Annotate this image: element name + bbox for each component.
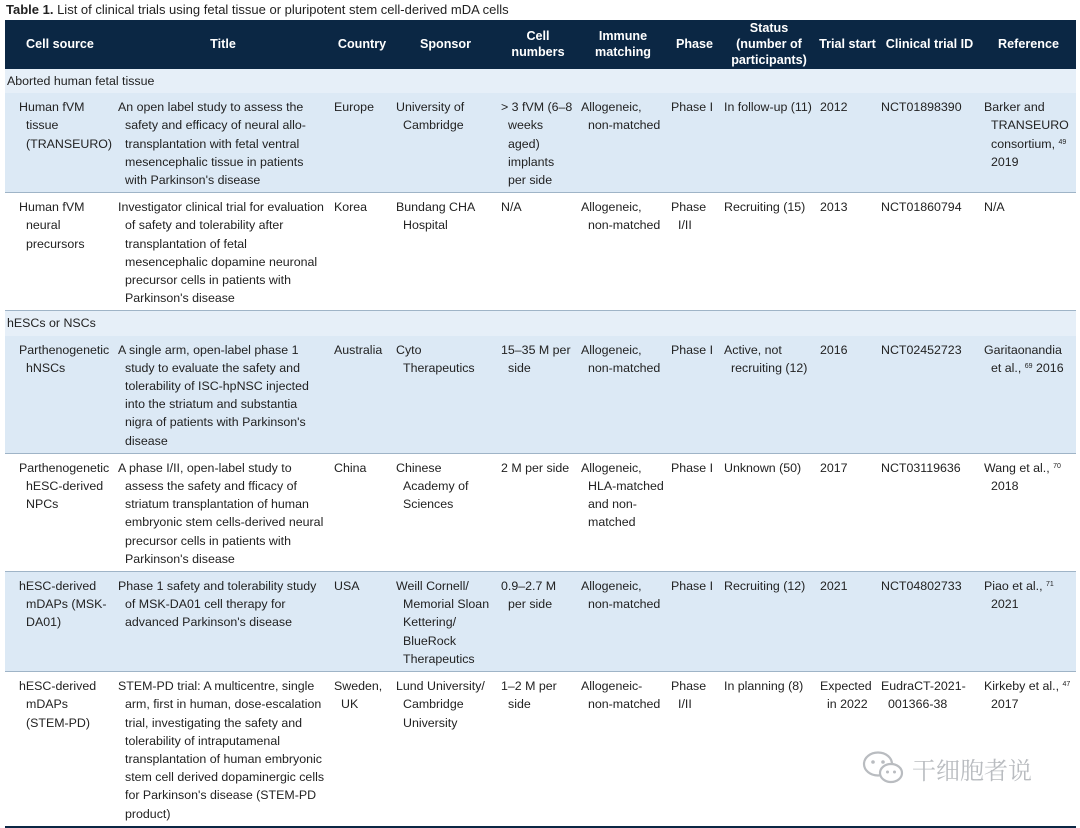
cell-title-text: A single arm, open-label phase 1 study to evaluate the safety and tolerability of ISC-hpNSC injected into the striatum and substantia nigra of patients with Parkinson's disease: [118, 342, 309, 448]
cell-phase-text: Phase I: [671, 579, 714, 594]
cell-country-text: China: [334, 460, 367, 475]
cell-status: [721, 572, 817, 672]
cell-trial-id-text: NCT02452723: [881, 342, 962, 357]
cell-country: [331, 572, 393, 672]
cell-status: [721, 672, 817, 827]
cell-cell-numbers: [498, 93, 578, 193]
header-country: Country: [331, 20, 393, 69]
cell-trial-start-text: 2016: [820, 342, 848, 357]
cell-trial-start-text: Expected in 2022: [820, 679, 872, 712]
cell-phase: [668, 93, 721, 193]
table-row: [5, 93, 1076, 193]
section-label: Aborted human fetal tissue: [7, 74, 155, 88]
cell-phase: [668, 572, 721, 672]
cell-country-text: Australia: [334, 342, 383, 357]
cell-trial-start: [817, 93, 878, 193]
cell-title: [115, 453, 331, 571]
table-row: [5, 572, 1076, 672]
cell-country: [331, 193, 393, 311]
cell-title-text: Phase 1 safety and tolerability study of MSK-DA01 cell therapy for advanced Parkinson's disease: [118, 579, 317, 630]
section-label: hESCs or NSCs: [7, 316, 96, 331]
cell-trial-id: [878, 93, 981, 193]
header-reference: Reference: [981, 20, 1076, 69]
cell-cell-source-text: Human fVM tissue (TRANSEURO): [19, 100, 113, 151]
reference-year: 2021: [991, 597, 1019, 612]
cell-phase: [668, 453, 721, 571]
cell-country: [331, 453, 393, 571]
table-caption-text: List of clinical trials using fetal tissue or pluripotent stem cell-derived mDA cells: [57, 2, 509, 17]
table-caption-label: Table 1.: [6, 2, 54, 17]
cell-immune-matching-text: Allogeneic- non-matched: [581, 679, 661, 712]
cell-immune-matching-text: Allogeneic, non-matched: [581, 342, 661, 375]
cell-sponsor-text: Weill Cornell/ Memorial Sloan Kettering/ BlueRock Therapeutics: [396, 579, 490, 666]
cell-phase-text: Phase I/II: [671, 200, 707, 233]
cell-status-text: Recruiting (15): [724, 200, 806, 215]
cell-cell-numbers: [498, 672, 578, 827]
reference-citation: 69: [1024, 362, 1033, 370]
cell-trial-start: [817, 193, 878, 311]
cell-country-text: Europe: [334, 100, 374, 115]
cell-cell-numbers: [498, 453, 578, 571]
cell-title-text: A phase I/II, open-label study to assess the safety and fficacy of striatum transplantation of human embryonic stem cells-derived neural precursor cells in patients with Parkinson's disease: [118, 460, 324, 566]
cell-phase-text: Phase I: [671, 342, 714, 357]
reference-authors: Garitaonandia et al.,: [984, 342, 1062, 375]
watermark-text: 干细胞者说: [912, 757, 1032, 785]
cell-cell-numbers-text: N/A: [501, 200, 522, 215]
section-row: [5, 311, 1076, 336]
reference-year: 2016: [1036, 360, 1064, 375]
reference-authors: Piao et al.,: [984, 579, 1043, 594]
cell-cell-source-text: Parthenogenetic hESC-derived NPCs: [19, 460, 110, 512]
cell-reference-text: [984, 677, 1073, 713]
reference-citation: 70: [1053, 462, 1061, 470]
reference-authors: Wang et al.,: [984, 460, 1050, 475]
table-caption: [6, 1, 509, 19]
cell-phase-text: Phase I: [671, 460, 714, 475]
cell-sponsor: [393, 672, 498, 827]
header-phase: Phase: [668, 20, 721, 69]
cell-country-text: Korea: [334, 200, 368, 215]
cell-trial-id-text: NCT04802733: [881, 579, 962, 594]
cell-immune-matching-text: Allogeneic, non-matched: [581, 579, 661, 612]
cell-country: [331, 672, 393, 827]
cell-immune-matching: [578, 193, 668, 311]
cell-reference: [981, 572, 1076, 672]
cell-country: [331, 93, 393, 193]
table-body: [5, 69, 1076, 827]
reference-citation: 71: [1046, 581, 1054, 589]
cell-sponsor: [393, 93, 498, 193]
cell-country: [331, 336, 393, 454]
section-row: [5, 69, 1076, 94]
cell-sponsor-text: Lund University/ Cambridge University: [396, 679, 485, 730]
cell-cell-source: [5, 672, 115, 827]
cell-trial-id-text: NCT01898390: [881, 100, 962, 115]
table-header-row: [5, 20, 1076, 69]
reference-citation: 49: [1058, 138, 1067, 146]
cell-immune-matching-text: Allogeneic, non-matched: [581, 200, 661, 233]
cell-cell-source-text: hESC-derived mDAPs (MSK-DA01): [19, 579, 107, 630]
cell-cell-numbers: [498, 336, 578, 454]
cell-phase: [668, 336, 721, 454]
cell-sponsor-text: Bundang CHA Hospital: [396, 200, 475, 233]
cell-trial-id-text: NCT01860794: [881, 200, 962, 215]
cell-reference-text: [984, 198, 1073, 216]
reference-authors: Barker and TRANSEURO consortium,: [984, 100, 1069, 151]
cell-reference: [981, 93, 1076, 193]
cell-cell-source-text: Parthenogenetic hNSCs: [19, 342, 110, 375]
cell-cell-numbers-text: 0.9–2.7 M per side: [501, 579, 557, 612]
reference-year: 2018: [991, 479, 1019, 494]
cell-cell-source: [5, 336, 115, 454]
cell-sponsor: [393, 193, 498, 311]
cell-title-text: An open label study to assess the safety and efficacy of neural allo-transplantation with fetal ventral mesencephalic tissue in patients with Parkinson's disease: [118, 100, 306, 188]
header-status: Status (number of participants): [721, 20, 817, 69]
cell-cell-source: [5, 453, 115, 571]
cell-reference: [981, 193, 1076, 311]
cell-immune-matching: [578, 336, 668, 454]
cell-immune-matching: [578, 572, 668, 672]
cell-cell-source: [5, 193, 115, 311]
cell-title: [115, 193, 331, 311]
cell-trial-id: [878, 572, 981, 672]
cell-sponsor-text: Chinese Academy of Sciences: [396, 460, 469, 512]
cell-trial-id: [878, 336, 981, 454]
cell-status-text: In planning (8): [724, 679, 804, 694]
reference-citation: 47: [1062, 681, 1071, 689]
cell-trial-start-text: 2017: [820, 460, 848, 475]
cell-phase: [668, 672, 721, 827]
table-row: [5, 336, 1076, 454]
cell-trial-start-text: 2012: [820, 100, 848, 115]
cell-status-text: Unknown (50): [724, 460, 802, 475]
reference-authors: Kirkeby et al.,: [984, 679, 1060, 694]
cell-status: [721, 453, 817, 571]
cell-phase: [668, 193, 721, 311]
cell-status: [721, 336, 817, 454]
cell-immune-matching: [578, 672, 668, 827]
cell-status: [721, 93, 817, 193]
cell-cell-source: [5, 93, 115, 193]
cell-title: [115, 93, 331, 193]
cell-trial-id-text: NCT03119636: [881, 460, 961, 475]
cell-phase-text: Phase I: [671, 100, 714, 115]
cell-trial-id: [878, 453, 981, 571]
header-trial-start: Trial start: [817, 20, 878, 69]
cell-immune-matching-text: Allogeneic, HLA-matched and non-matched: [581, 460, 664, 530]
cell-cell-source-text: hESC-derived mDAPs (STEM-PD): [19, 679, 97, 730]
cell-cell-numbers: [498, 572, 578, 672]
table-row: [5, 453, 1076, 571]
cell-reference: [981, 336, 1076, 454]
cell-sponsor: [393, 572, 498, 672]
cell-reference-text: [984, 577, 1073, 613]
header-cell-source: Cell source: [5, 20, 115, 69]
cell-trial-id: [878, 193, 981, 311]
header-title: Title: [115, 20, 331, 69]
cell-cell-numbers-text: > 3 fVM (6–8 weeks aged) implants per side: [501, 100, 573, 188]
cell-sponsor-text: Cyto Therapeutics: [396, 342, 475, 375]
cell-reference-text: [984, 98, 1073, 171]
cell-country-text: USA: [334, 579, 360, 594]
cell-sponsor: [393, 453, 498, 571]
cell-title-text: STEM-PD trial: A multicentre, single arm, first in human, dose-escalation trial, investigating the safety and tolerability of intraputamenal transplantation of human embryonic stem cell derived dopaminergic cells for Parkinson's disease (STEM-PD product): [118, 679, 325, 821]
header-immune-matching: Immune matching: [578, 20, 668, 69]
cell-title: [115, 336, 331, 454]
cell-sponsor: [393, 336, 498, 454]
cell-title: [115, 672, 331, 827]
cell-immune-matching: [578, 453, 668, 571]
reference-authors: N/A: [984, 200, 1005, 215]
cell-immune-matching: [578, 93, 668, 193]
cell-cell-source-text: Human fVM neural precursors: [19, 200, 85, 251]
cell-cell-numbers-text: 15–35 M per side: [501, 342, 571, 375]
cell-trial-start: [817, 453, 878, 571]
cell-status: [721, 193, 817, 311]
cell-cell-numbers: [498, 193, 578, 311]
cell-status-text: Recruiting (12): [724, 579, 806, 594]
cell-cell-numbers-text: 2 M per side: [501, 460, 570, 475]
cell-reference-text: [984, 341, 1073, 377]
cell-trial-start-text: 2013: [820, 200, 848, 215]
cell-sponsor-text: University of Cambridge: [396, 100, 465, 133]
cell-trial-start-text: 2021: [820, 579, 848, 594]
cell-phase-text: Phase I/II: [671, 679, 707, 712]
clinical-trials-table: [5, 20, 1076, 828]
table-row: [5, 193, 1076, 311]
reference-year: 2019: [991, 154, 1019, 169]
cell-title-text: Investigator clinical trial for evaluation of safety and tolerability after transplantation of fetal mesencephalic dopamine neuronal precursor cells in patients with Parkinson's disease: [118, 200, 324, 306]
cell-cell-numbers-text: 1–2 M per side: [501, 679, 557, 712]
cell-trial-start: [817, 336, 878, 454]
cell-status-text: Active, not recruiting (12): [724, 342, 808, 375]
cell-reference: [981, 453, 1076, 571]
header-cell-numbers: Cell numbers: [498, 20, 578, 69]
cell-trial-id-text: EudraCT-2021-001366-38: [881, 679, 966, 712]
cell-status-text: In follow-up (11): [724, 100, 812, 115]
wechat-icon: [862, 751, 904, 785]
cell-trial-start: [817, 572, 878, 672]
cell-cell-source: [5, 572, 115, 672]
cell-country-text: Sweden, UK: [334, 679, 383, 712]
header-sponsor: Sponsor: [393, 20, 498, 69]
cell-reference-text: [984, 459, 1073, 495]
watermark: [862, 748, 1032, 788]
cell-title: [115, 572, 331, 672]
cell-immune-matching-text: Allogeneic, non-matched: [581, 100, 661, 133]
reference-year: 2017: [991, 697, 1019, 712]
header-trial-id: Clinical trial ID: [878, 20, 981, 69]
